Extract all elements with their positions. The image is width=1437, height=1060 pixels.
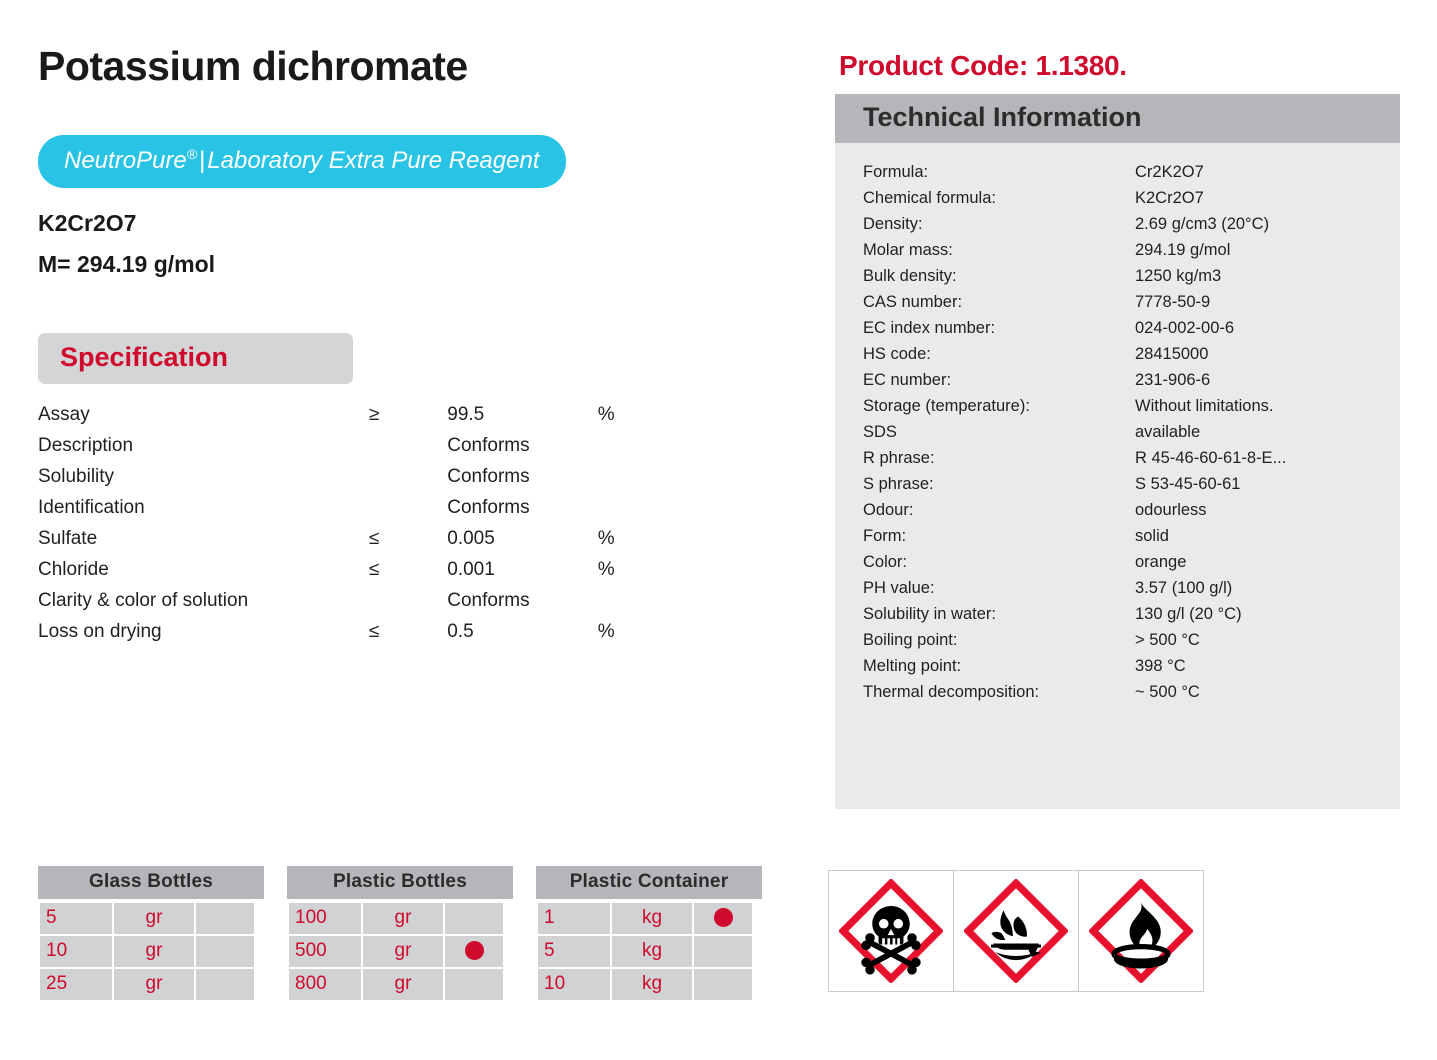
packaging-quantity: 10 (40, 936, 112, 967)
packaging-unit: gr (363, 969, 443, 1000)
packaging-unit: gr (363, 903, 443, 934)
technical-information-value: R 45-46-60-61-8-E... (1135, 448, 1287, 467)
packaging-unit: gr (114, 903, 194, 934)
specification-row (38, 431, 678, 462)
packaging-availability-indicator (196, 936, 254, 967)
specification-operator: ≤ (369, 559, 380, 581)
packaging-availability-indicator (694, 969, 752, 1000)
technical-information-label: Solubility in water: (863, 604, 996, 623)
specification-table (38, 400, 678, 648)
packaging-row[interactable] (40, 903, 254, 934)
specification-parameter: Description (38, 435, 134, 457)
technical-information-label: PH value: (863, 578, 935, 597)
specification-unit: % (597, 528, 615, 550)
technical-information-value: solid (1135, 526, 1169, 545)
technical-information-label: R phrase: (863, 448, 935, 467)
packaging-quantity: 10 (538, 969, 610, 1000)
specification-header (38, 333, 353, 384)
technical-information-label: Bulk density: (863, 266, 957, 285)
brand-descriptor: Laboratory Extra Pure Reagent (207, 147, 540, 175)
specification-row (38, 400, 678, 431)
packaging-table (536, 901, 754, 1002)
packaging-unit: gr (114, 936, 194, 967)
availability-dot-icon (714, 908, 733, 927)
technical-information-label: Density: (863, 214, 923, 233)
technical-information-row (863, 679, 1385, 705)
specification-unit (598, 586, 678, 617)
technical-information-value: 1250 kg/m3 (1135, 266, 1222, 285)
specification-operator: ≥ (369, 404, 380, 426)
technical-information-label: Formula: (863, 162, 929, 181)
packaging-availability-indicator (196, 903, 254, 934)
packaging-unit: kg (612, 969, 692, 1000)
technical-information-value: 024-002-00-6 (1135, 318, 1235, 337)
technical-information-value: 294.19 g/mol (1135, 240, 1231, 259)
specification-operator: ≤ (369, 621, 380, 643)
packaging-row[interactable] (538, 936, 752, 967)
packaging-quantity: 25 (40, 969, 112, 1000)
technical-information-value: 3.57 (100 g/l) (1135, 578, 1233, 597)
specification-table-body (38, 400, 678, 648)
technical-information-label: Odour: (863, 500, 914, 519)
packaging-availability-indicator (694, 936, 752, 967)
technical-information-row (863, 445, 1385, 471)
specification-value: 0.005 (447, 528, 495, 550)
availability-dot-icon (465, 941, 484, 960)
technical-information-value: 2.69 g/cm3 (20°C) (1135, 214, 1270, 233)
technical-information-label: Color: (863, 552, 908, 571)
right-column (835, 50, 1400, 809)
packaging-availability-indicator (445, 903, 503, 934)
technical-information-value: 7778-50-9 (1135, 292, 1211, 311)
specification-row (38, 555, 678, 586)
specification-value: 99.5 (447, 404, 485, 426)
specification-parameter: Sulfate (38, 528, 98, 550)
packaging-block (536, 866, 762, 1002)
technical-information-row (863, 497, 1385, 523)
packaging-availability-indicator (445, 969, 503, 1000)
technical-information-row (863, 393, 1385, 419)
technical-information-label: EC number: (863, 370, 952, 389)
technical-information-value: S 53-45-60-61 (1135, 474, 1241, 493)
technical-information-label: Melting point: (863, 656, 962, 675)
specification-operator (369, 431, 447, 462)
technical-information-label: S phrase: (863, 474, 934, 493)
technical-information-label: Molar mass: (863, 240, 953, 259)
specification-parameter: Solubility (38, 466, 115, 488)
packaging-row[interactable] (538, 969, 752, 1000)
packaging-row[interactable] (289, 969, 503, 1000)
brand-badge (38, 135, 566, 188)
technical-information-label: Thermal decomposition: (863, 682, 1040, 701)
technical-information-row (863, 627, 1385, 653)
technical-information-row (863, 523, 1385, 549)
specification-unit: % (597, 404, 615, 426)
technical-information-row (863, 419, 1385, 445)
technical-information-label: Storage (temperature): (863, 396, 1030, 415)
technical-information-row (863, 367, 1385, 393)
technical-information-table-body (863, 159, 1385, 705)
specification-row (38, 524, 678, 555)
specification-operator (369, 493, 447, 524)
packaging-row[interactable] (289, 936, 503, 967)
ghs-environment-icon (964, 879, 1068, 983)
packaging-table (287, 901, 505, 1002)
technical-information-value: 130 g/l (20 °C) (1135, 604, 1242, 623)
technical-information-header (835, 94, 1400, 143)
specification-parameter: Assay (38, 404, 90, 426)
specification-value: 0.001 (447, 559, 495, 581)
packaging-unit: kg (612, 903, 692, 934)
ghs-pictogram-cell (829, 871, 954, 991)
specification-parameter: Clarity & color of solution (38, 590, 249, 612)
ghs-flame-over-circle-icon (1089, 879, 1193, 983)
technical-information-row (863, 575, 1385, 601)
technical-information-value: available (1135, 422, 1201, 441)
ghs-pictogram-cell (954, 871, 1079, 991)
specification-heading-label: Specification (60, 342, 229, 373)
technical-information-heading-label: Technical Information (863, 102, 1142, 132)
technical-information-label: Form: (863, 526, 907, 545)
specification-unit: % (597, 621, 615, 643)
packaging-quantity: 5 (40, 903, 112, 934)
technical-information-row (863, 341, 1385, 367)
technical-information-label: CAS number: (863, 292, 963, 311)
specification-unit: % (597, 559, 615, 581)
specification-row (38, 462, 678, 493)
packaging-block (287, 866, 513, 1002)
page-title: Potassium dichromate (38, 43, 468, 89)
specification-operator: ≤ (369, 528, 380, 550)
packaging-section (38, 866, 785, 1002)
specification-row (38, 493, 678, 524)
packaging-unit: kg (612, 936, 692, 967)
packaging-quantity: 1 (538, 903, 610, 934)
specification-value: Conforms (447, 466, 530, 488)
technical-information-value: Without limitations. (1135, 396, 1274, 415)
product-code: Product Code: 1.1380. (839, 50, 1127, 81)
packaging-title: Plastic Container (536, 866, 762, 899)
technical-information-label: EC index number: (863, 318, 996, 337)
packaging-row[interactable] (40, 969, 254, 1000)
specification-operator (369, 462, 447, 493)
technical-information-row (863, 471, 1385, 497)
chemical-formula: K2Cr2O7 (38, 210, 137, 237)
technical-information-row (863, 237, 1385, 263)
molar-mass: M= 294.19 g/mol (38, 251, 216, 278)
specification-unit (598, 462, 678, 493)
packaging-title: Glass Bottles (38, 866, 264, 899)
packaging-quantity: 100 (289, 903, 361, 934)
technical-information-label: SDS (863, 422, 897, 441)
packaging-availability-indicator (196, 969, 254, 1000)
technical-information-label: Boiling point: (863, 630, 958, 649)
specification-row (38, 617, 678, 648)
technical-information-row (863, 185, 1385, 211)
technical-information-value: Cr2K2O7 (1135, 162, 1204, 181)
packaging-quantity: 5 (538, 936, 610, 967)
technical-information-value: 398 °C (1135, 656, 1186, 675)
specification-value: Conforms (447, 435, 530, 457)
technical-information-panel (835, 94, 1400, 809)
specification-parameter: Chloride (38, 559, 109, 581)
packaging-block (38, 866, 264, 1002)
technical-information-row (863, 263, 1385, 289)
technical-information-row (863, 601, 1385, 627)
technical-information-label: HS code: (863, 344, 931, 363)
packaging-quantity: 500 (289, 936, 361, 967)
technical-information-value: ~ 500 °C (1135, 682, 1200, 701)
packaging-unit: gr (363, 936, 443, 967)
packaging-row[interactable] (40, 936, 254, 967)
technical-information-value: 231-906-6 (1135, 370, 1211, 389)
packaging-row[interactable] (538, 903, 752, 934)
packaging-availability-indicator (694, 903, 752, 934)
technical-information-value: odourless (1135, 500, 1207, 519)
ghs-pictogram-cell (1079, 871, 1203, 991)
ghs-pictogram-group (828, 870, 1204, 992)
technical-information-row (863, 549, 1385, 575)
brand-name: NeutroPure (64, 147, 187, 175)
specification-row (38, 586, 678, 617)
packaging-availability-indicator (445, 936, 503, 967)
specification-unit (598, 493, 678, 524)
technical-information-value: K2Cr2O7 (1135, 188, 1204, 207)
brand-separator: | (199, 147, 206, 175)
packaging-unit: gr (114, 969, 194, 1000)
packaging-quantity: 800 (289, 969, 361, 1000)
technical-information-label: Chemical formula: (863, 188, 996, 207)
left-column (38, 44, 798, 648)
technical-information-row (863, 211, 1385, 237)
specification-value: 0.5 (447, 621, 474, 643)
specification-value: Conforms (447, 497, 530, 519)
packaging-row[interactable] (289, 903, 503, 934)
technical-information-row (863, 289, 1385, 315)
specification-parameter: Identification (38, 497, 145, 519)
technical-information-value: > 500 °C (1135, 630, 1200, 649)
registered-trademark-icon: ® (186, 146, 198, 163)
specification-operator (369, 586, 447, 617)
ghs-skull-and-crossbones-icon (839, 879, 943, 983)
technical-information-table (863, 159, 1385, 705)
packaging-table (38, 901, 256, 1002)
specification-parameter: Loss on drying (38, 621, 162, 643)
specification-unit (598, 431, 678, 462)
technical-information-row (863, 653, 1385, 679)
packaging-title: Plastic Bottles (287, 866, 513, 899)
technical-information-value: 28415000 (1135, 344, 1209, 363)
technical-information-row (863, 159, 1385, 185)
technical-information-row (863, 315, 1385, 341)
technical-information-value: orange (1135, 552, 1187, 571)
specification-value: Conforms (447, 590, 530, 612)
